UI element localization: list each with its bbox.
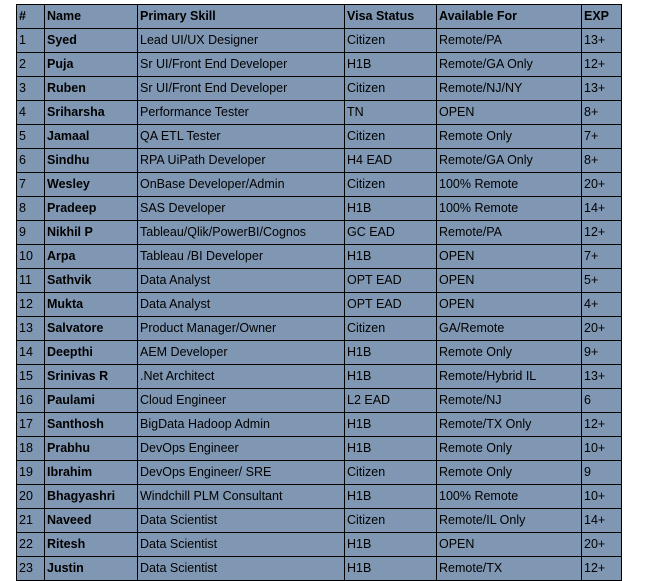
cell-index: 10	[17, 245, 45, 269]
cell-exp: 5+	[582, 269, 622, 293]
cell-exp: 13+	[582, 29, 622, 53]
cell-index: 20	[17, 485, 45, 509]
cell-visa-status: H1B	[345, 437, 437, 461]
table-row	[17, 197, 622, 221]
cell-name: Jamaal	[45, 125, 138, 149]
cell-available-for: Remote Only	[437, 125, 582, 149]
table-row	[17, 125, 622, 149]
cell-exp: 8+	[582, 101, 622, 125]
cell-index: 12	[17, 293, 45, 317]
cell-index: 17	[17, 413, 45, 437]
cell-name: Prabhu	[45, 437, 138, 461]
cell-visa-status: H1B	[345, 533, 437, 557]
cell-visa-status: L2 EAD	[345, 389, 437, 413]
cell-exp: 13+	[582, 77, 622, 101]
cell-name: Srinivas R	[45, 365, 138, 389]
table-row	[17, 53, 622, 77]
cell-name: Deepthi	[45, 341, 138, 365]
cell-visa-status: H1B	[345, 365, 437, 389]
cell-index: 23	[17, 557, 45, 581]
cell-primary-skill: Windchill PLM Consultant	[138, 485, 345, 509]
header-index: #	[17, 5, 45, 29]
cell-index: 3	[17, 77, 45, 101]
cell-index: 1	[17, 29, 45, 53]
cell-primary-skill: BigData Hadoop Admin	[138, 413, 345, 437]
cell-exp: 10+	[582, 485, 622, 509]
cell-exp: 12+	[582, 221, 622, 245]
cell-visa-status: H1B	[345, 557, 437, 581]
table-row	[17, 509, 622, 533]
cell-visa-status: GC EAD	[345, 221, 437, 245]
candidate-table-container	[16, 4, 622, 581]
table-row	[17, 557, 622, 581]
cell-available-for: OPEN	[437, 293, 582, 317]
table-row	[17, 365, 622, 389]
cell-available-for: Remote/Hybrid IL	[437, 365, 582, 389]
cell-available-for: Remote/NJ	[437, 389, 582, 413]
table-row	[17, 269, 622, 293]
cell-available-for: 100% Remote	[437, 197, 582, 221]
cell-name: Justin	[45, 557, 138, 581]
cell-name: Syed	[45, 29, 138, 53]
cell-available-for: Remote/TX	[437, 557, 582, 581]
table-row	[17, 29, 622, 53]
cell-visa-status: H1B	[345, 485, 437, 509]
table-row	[17, 533, 622, 557]
cell-visa-status: H1B	[345, 341, 437, 365]
cell-visa-status: H4 EAD	[345, 149, 437, 173]
cell-primary-skill: Data Analyst	[138, 293, 345, 317]
cell-visa-status: Citizen	[345, 29, 437, 53]
cell-primary-skill: Sr UI/Front End Developer	[138, 77, 345, 101]
cell-index: 18	[17, 437, 45, 461]
cell-primary-skill: Tableau /BI Developer	[138, 245, 345, 269]
cell-name: Ritesh	[45, 533, 138, 557]
cell-visa-status: H1B	[345, 197, 437, 221]
header-visa-status: Visa Status	[345, 5, 437, 29]
cell-name: Salvatore	[45, 317, 138, 341]
cell-visa-status: Citizen	[345, 173, 437, 197]
cell-exp: 10+	[582, 437, 622, 461]
cell-index: 6	[17, 149, 45, 173]
cell-visa-status: Citizen	[345, 317, 437, 341]
cell-index: 14	[17, 341, 45, 365]
cell-visa-status: Citizen	[345, 509, 437, 533]
table-row	[17, 221, 622, 245]
cell-available-for: Remote Only	[437, 437, 582, 461]
cell-visa-status: OPT EAD	[345, 269, 437, 293]
cell-visa-status: TN	[345, 101, 437, 125]
cell-exp: 20+	[582, 173, 622, 197]
cell-available-for: OPEN	[437, 245, 582, 269]
cell-primary-skill: Data Scientist	[138, 557, 345, 581]
cell-exp: 12+	[582, 413, 622, 437]
table-row	[17, 461, 622, 485]
cell-name: Arpa	[45, 245, 138, 269]
table-row	[17, 77, 622, 101]
cell-available-for: Remote/PA	[437, 29, 582, 53]
table-header	[17, 5, 622, 29]
table-row	[17, 437, 622, 461]
cell-name: Pradeep	[45, 197, 138, 221]
table-row	[17, 341, 622, 365]
cell-exp: 13+	[582, 365, 622, 389]
cell-index: 2	[17, 53, 45, 77]
cell-index: 15	[17, 365, 45, 389]
table-row	[17, 389, 622, 413]
cell-visa-status: H1B	[345, 53, 437, 77]
table-row	[17, 173, 622, 197]
header-exp: EXP	[582, 5, 622, 29]
cell-exp: 12+	[582, 53, 622, 77]
cell-name: Santhosh	[45, 413, 138, 437]
cell-exp: 12+	[582, 557, 622, 581]
cell-name: Ibrahim	[45, 461, 138, 485]
cell-name: Mukta	[45, 293, 138, 317]
cell-available-for: Remote/TX Only	[437, 413, 582, 437]
cell-visa-status: Citizen	[345, 461, 437, 485]
cell-primary-skill: Cloud Engineer	[138, 389, 345, 413]
cell-exp: 14+	[582, 509, 622, 533]
cell-name: Nikhil P	[45, 221, 138, 245]
cell-primary-skill: SAS Developer	[138, 197, 345, 221]
cell-visa-status: H1B	[345, 413, 437, 437]
cell-name: Puja	[45, 53, 138, 77]
cell-exp: 20+	[582, 317, 622, 341]
cell-primary-skill: .Net Architect	[138, 365, 345, 389]
cell-available-for: OPEN	[437, 101, 582, 125]
cell-index: 16	[17, 389, 45, 413]
header-name: Name	[45, 5, 138, 29]
cell-index: 9	[17, 221, 45, 245]
cell-name: Bhagyashri	[45, 485, 138, 509]
cell-primary-skill: DevOps Engineer/ SRE	[138, 461, 345, 485]
cell-available-for: Remote Only	[437, 461, 582, 485]
cell-primary-skill: RPA UiPath Developer	[138, 149, 345, 173]
cell-primary-skill: Data Scientist	[138, 533, 345, 557]
header-available-for: Available For	[437, 5, 582, 29]
cell-primary-skill: Data Scientist	[138, 509, 345, 533]
cell-exp: 9+	[582, 341, 622, 365]
table-row	[17, 245, 622, 269]
cell-primary-skill: Product Manager/Owner	[138, 317, 345, 341]
cell-exp: 7+	[582, 125, 622, 149]
cell-available-for: OPEN	[437, 269, 582, 293]
table-row	[17, 101, 622, 125]
cell-available-for: GA/Remote	[437, 317, 582, 341]
table-row	[17, 293, 622, 317]
cell-exp: 7+	[582, 245, 622, 269]
cell-primary-skill: Tableau/Qlik/PowerBI/Cognos	[138, 221, 345, 245]
cell-name: Ruben	[45, 77, 138, 101]
cell-exp: 8+	[582, 149, 622, 173]
cell-exp: 14+	[582, 197, 622, 221]
cell-exp: 6	[582, 389, 622, 413]
cell-name: Sriharsha	[45, 101, 138, 125]
cell-name: Sindhu	[45, 149, 138, 173]
cell-primary-skill: Sr UI/Front End Developer	[138, 53, 345, 77]
table-body	[17, 29, 622, 581]
cell-primary-skill: QA ETL Tester	[138, 125, 345, 149]
cell-primary-skill: Lead UI/UX Designer	[138, 29, 345, 53]
table-row	[17, 485, 622, 509]
cell-index: 21	[17, 509, 45, 533]
cell-index: 5	[17, 125, 45, 149]
cell-index: 11	[17, 269, 45, 293]
cell-primary-skill: OnBase Developer/Admin	[138, 173, 345, 197]
cell-primary-skill: DevOps Engineer	[138, 437, 345, 461]
cell-name: Naveed	[45, 509, 138, 533]
cell-available-for: 100% Remote	[437, 485, 582, 509]
table-row	[17, 149, 622, 173]
cell-visa-status: OPT EAD	[345, 293, 437, 317]
cell-available-for: Remote/NJ/NY	[437, 77, 582, 101]
cell-primary-skill: Performance Tester	[138, 101, 345, 125]
cell-exp: 4+	[582, 293, 622, 317]
cell-exp: 9	[582, 461, 622, 485]
table-row	[17, 317, 622, 341]
cell-primary-skill: AEM Developer	[138, 341, 345, 365]
cell-index: 13	[17, 317, 45, 341]
header-primary-skill: Primary Skill	[138, 5, 345, 29]
cell-index: 7	[17, 173, 45, 197]
cell-index: 4	[17, 101, 45, 125]
cell-available-for: 100% Remote	[437, 173, 582, 197]
cell-name: Sathvik	[45, 269, 138, 293]
cell-available-for: OPEN	[437, 533, 582, 557]
cell-visa-status: H1B	[345, 245, 437, 269]
cell-available-for: Remote Only	[437, 341, 582, 365]
cell-available-for: Remote/IL Only	[437, 509, 582, 533]
cell-exp: 20+	[582, 533, 622, 557]
cell-visa-status: Citizen	[345, 77, 437, 101]
cell-available-for: Remote/PA	[437, 221, 582, 245]
cell-index: 22	[17, 533, 45, 557]
cell-available-for: Remote/GA Only	[437, 149, 582, 173]
table-row	[17, 413, 622, 437]
cell-primary-skill: Data Analyst	[138, 269, 345, 293]
cell-name: Paulami	[45, 389, 138, 413]
candidate-table	[16, 4, 622, 581]
cell-index: 19	[17, 461, 45, 485]
cell-name: Wesley	[45, 173, 138, 197]
cell-visa-status: Citizen	[345, 125, 437, 149]
cell-available-for: Remote/GA Only	[437, 53, 582, 77]
cell-index: 8	[17, 197, 45, 221]
header-row	[17, 5, 622, 29]
